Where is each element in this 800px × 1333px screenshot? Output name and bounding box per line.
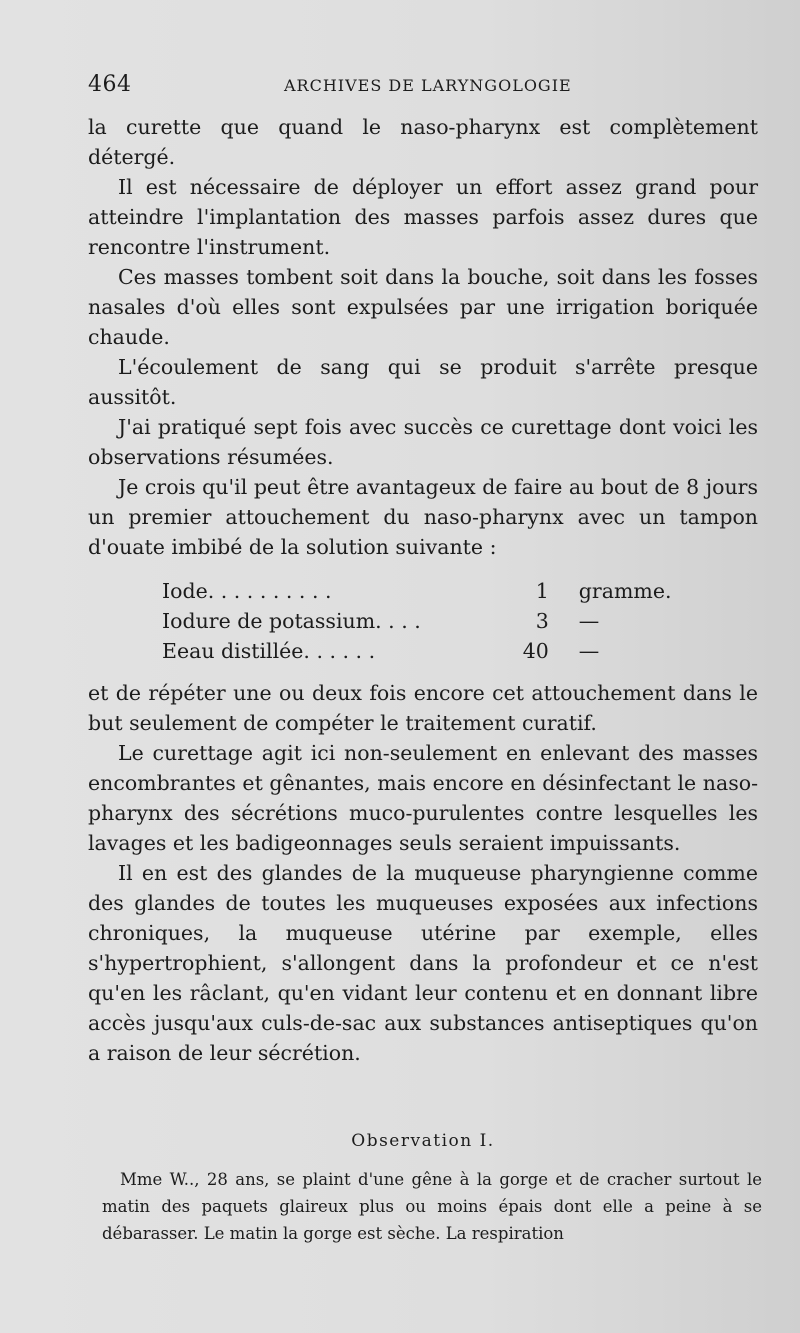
formula-row <box>162 606 692 636</box>
ingredient-quantity: 40 <box>522 639 549 663</box>
paragraph: Le curettage agit ici non-seulement en enlevant des masses encombrantes et gênantes, mais encore en désinfectant le naso-pharynx des sécrétions muco-purulentes contre lesquelles les lavages et les badigeonnages seuls seraient impuissants. <box>88 741 758 855</box>
formula-row <box>162 576 692 606</box>
observation-text <box>102 1166 762 1247</box>
body-text <box>88 112 758 1068</box>
paragraph: L'écoulement de sang qui se produit s'arrête presque aussitôt. <box>88 355 758 409</box>
observation-heading: Observation I. <box>351 1131 495 1151</box>
paragraph: Il en est des glandes de la muqueuse pharyngienne comme des glandes de toutes les muqueuses exposées aux infections chroniques, la muqueuse utérine par exemple, elles s'hypertrophient, s'allongent dans la profondeur et ce n'est qu'en les râclant, qu'en vidant leur contenu et en donnant libre accès jusqu'aux culs-de-sac aux substances antiseptiques qu'on a raison de leur sécrétion. <box>88 861 758 1065</box>
paragraph: Il est nécessaire de déployer un effort assez grand pour atteindre l'implantation des masses parfois assez dures que rencontre l'instrument. <box>88 175 758 259</box>
ingredient-quantity: 1 <box>535 579 549 603</box>
prescription-formula <box>162 576 692 666</box>
paragraph-continuation: la curette que quand le naso-pharynx est complètement détergé. <box>88 115 758 169</box>
ingredient-unit: gramme. <box>578 579 672 603</box>
ingredient-quantity: 3 <box>535 609 549 633</box>
ingredient-name: Iode. . . . . . . . . . <box>162 579 332 603</box>
paragraph: Je crois qu'il peut être avantageux de faire au bout de 8 jours un premier attouchement du naso-pharynx avec un tampon d'ouate imbibé de la solution suivante : <box>88 475 758 559</box>
ingredient-unit: — <box>578 639 600 663</box>
ingredient-name: Iodure de potassium. . . . <box>162 609 421 633</box>
formula-row <box>162 636 692 666</box>
observation-paragraph: Mme W.., 28 ans, se plaint d'une gêne à la gorge et de cracher surtout le matin des paquets glaireux plus ou moins épais dont elle a peine à se débarasser. Le matin la gorge est sèche. La respiration <box>102 1170 762 1243</box>
page-number: 464 <box>88 72 132 97</box>
page-header <box>88 72 758 100</box>
ingredient-name: Eeau distillée. . . . . . <box>162 639 376 663</box>
ingredient-unit: — <box>578 609 600 633</box>
paragraph: Ces masses tombent soit dans la bouche, soit dans les fosses nasales d'où elles sont expulsées par une irrigation boriquée chaude. <box>88 265 758 349</box>
running-title: ARCHIVES DE LARYNGOLOGIE <box>284 76 572 95</box>
paragraph: J'ai pratiqué sept fois avec succès ce curettage dont voici les observations résumées. <box>88 415 758 469</box>
paragraph-continuation: et de répéter une ou deux fois encore cet attouchement dans le but seulement de compéter le traitement curatif. <box>88 681 758 735</box>
